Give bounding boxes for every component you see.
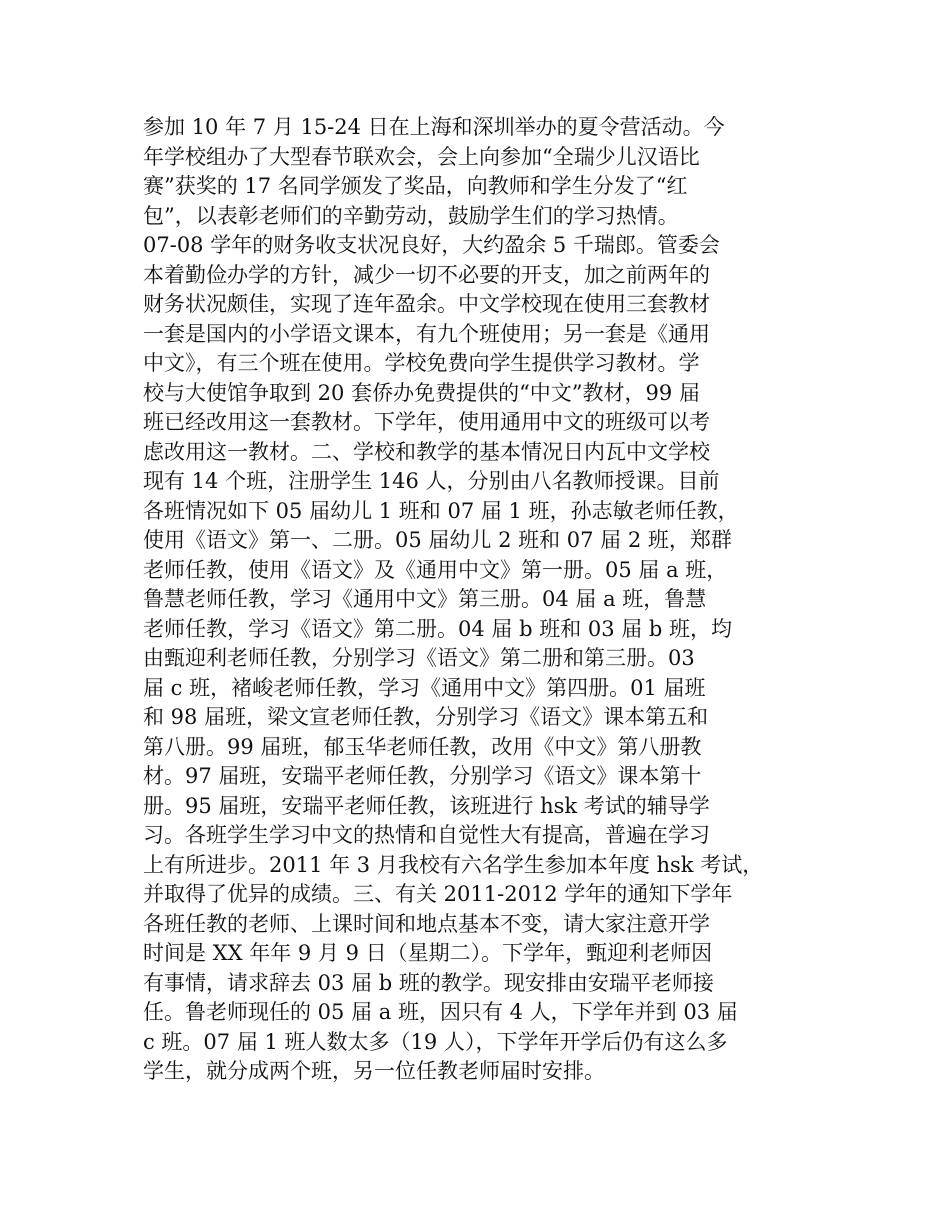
text-line: 赛”获奖的 17 名同学颁发了奖品，向教师和学生分发了“红 bbox=[143, 174, 688, 198]
text-line: 一套是国内的小学语文课本，有九个班使用；另一套是《通用 bbox=[143, 321, 710, 346]
text-line: 老师任教，使用《语文》及《通用中文》第一册。05 届 a 班， bbox=[143, 557, 728, 582]
text-line: 册。95 届班，安瑞平老师任教，该班进行 hsk 考试的辅导学 bbox=[143, 793, 710, 818]
text-line: 本着勤俭办学的方针，减少一切不必要的开支，加之前两年的 bbox=[143, 262, 710, 287]
text-line: 并取得了优异的成绩。三、有关 2011-2012 学年的通知下学年 bbox=[143, 882, 733, 906]
text-line: 各班情况如下 05 届幼儿 1 班和 07 届 1 班，孙志敏老师任教， bbox=[143, 498, 739, 523]
text-line: 鲁慧老师任教，学习《通用中文》第三册。04 届 a 班，鲁慧 bbox=[143, 587, 707, 611]
text-line: 学生，就分成两个班，另一位任教老师届时安排。 bbox=[143, 1059, 605, 1083]
text-line: 各班任教的老师、上课时间和地点基本不变，请大家注意开学 bbox=[143, 911, 710, 936]
text-line: 第八册。99 届班，郁玉华老师任教，改用《中文》第八册教 bbox=[143, 734, 702, 759]
text-line: 有事情，请求辞去 03 届 b 班的教学。现安排由安瑞平老师接 bbox=[143, 970, 714, 995]
text-line: 参加 10 年 7 月 15-24 日在上海和深圳举办的夏令营活动。今 bbox=[143, 115, 725, 139]
text-line: 习。各班学生学习中文的热情和自觉性大有提高，普遍在学习 bbox=[143, 823, 710, 847]
text-line: 年学校组办了大型春节联欢会，会上向参加“全瑞少儿汉语比 bbox=[143, 144, 700, 169]
body-text bbox=[143, 113, 833, 1087]
text-line: 校与大使馆争取到 20 套侨办免费提供的“中文”教材，99 届 bbox=[143, 380, 700, 405]
text-line: 包”，以表彰老师们的辛勤劳动，鼓励学生们的学习热情。 bbox=[143, 203, 679, 228]
text-line: 中文》，有三个班在使用。学校免费向学生提供学习教材。学 bbox=[143, 351, 700, 375]
text-line: 任。鲁老师现任的 05 届 a 班，因只有 4 人，下学年并到 03 届 bbox=[143, 1000, 738, 1024]
text-line: 07-08 学年的财务收支状况良好，大约盈余 5 千瑞郎。管委会 bbox=[143, 233, 720, 257]
text-line: 班已经改用这一套教材。下学年，使用通用中文的班级可以考 bbox=[143, 410, 710, 434]
text-line: 上有所进步。2011 年 3 月我校有六名学生参加本年度 hsk 考试， bbox=[143, 852, 764, 877]
text-line: 现有 14 个班，注册学生 146 人，分别由八名教师授课。目前 bbox=[143, 469, 720, 493]
text-line: 和 98 届班，梁文宣老师任教，分别学习《语文》课本第五和 bbox=[143, 705, 709, 729]
text-line: 由甄迎利老师任教，分别学习《语文》第二册和第三册。03 bbox=[143, 646, 695, 670]
text-line: 老师任教，学习《语文》第二册。04 届 b 班和 03 届 b 班，均 bbox=[143, 616, 733, 641]
text-line: 材。97 届班，安瑞平老师任教，分别学习《语文》课本第十 bbox=[143, 764, 702, 788]
text-line: c 班。07 届 1 班人数太多（19 人），下学年开学后仍有这么多 bbox=[143, 1029, 728, 1054]
text-line: 使用《语文》第一、二册。05 届幼儿 2 班和 07 届 2 班，郑群 bbox=[143, 528, 732, 552]
text-line: 财务状况颇佳，实现了连年盈余。中文学校现在使用三套教材 bbox=[143, 292, 710, 316]
text-line: 虑改用这一教材。二、学校和教学的基本情况日内瓦中文学校 bbox=[143, 439, 710, 464]
text-line: 届 c 班，褚峻老师任教，学习《通用中文》第四册。01 届班 bbox=[143, 675, 706, 700]
text-line: 时间是 XX 年年 9 月 9 日（星期二）。下学年，甄迎利老师因 bbox=[143, 941, 713, 965]
